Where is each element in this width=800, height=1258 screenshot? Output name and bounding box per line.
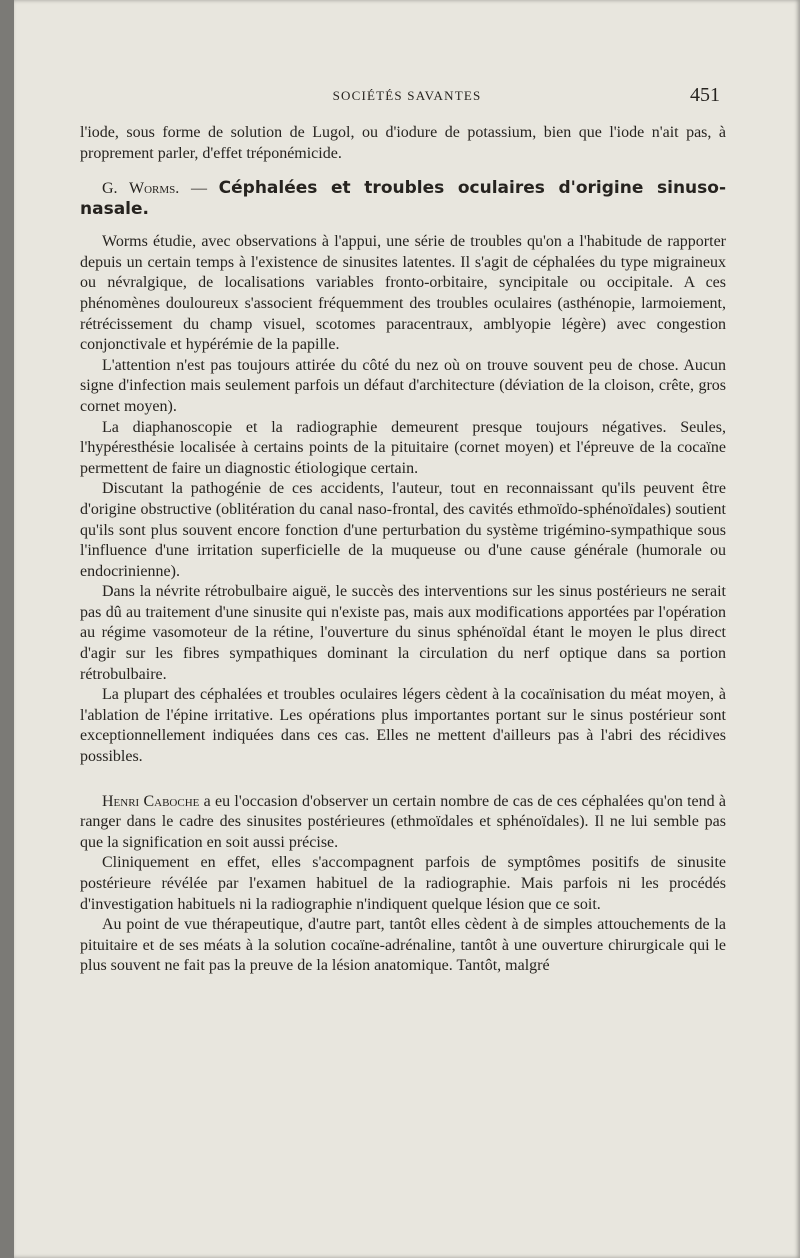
document-page — [14, 0, 800, 1258]
page-body — [80, 123, 726, 977]
paragraph-caboche — [80, 792, 726, 854]
running-title: SOCIÉTÉS SAVANTES — [332, 88, 482, 103]
section-author-caboche: Henri Caboche — [102, 792, 200, 810]
paragraph: Worms étudie, avec observations à l'appui, une série de troubles qu'on a l'habitude de rapporter depuis un certain temps à l'existence de sinusites latentes. Il s'agit de céphalées du type migraineux ou névralgique, de localisations variables fronto-orbitaire, syncipitale ou occipitale. A ces phénomènes douloureux s'associent fréquemment des troubles oculaires (asthénopie, larmoiement, rétrécissement du champ visuel, scotomes paracentraux, amblyopie légère) avec congestion conjonctivale et hypérémie de la papille. — [80, 233, 726, 354]
paragraph: L'attention n'est pas toujours attirée du côté du nez où on trouve souvent peu de chose. Aucun signe d'infection mais seulement parfois un défaut d'architecture (déviation de la cloison, crête, gros cornet moyen). — [80, 356, 726, 415]
paragraph: Au point de vue thérapeutique, d'autre part, tantôt elles cèdent à de simples attouchements de la pituitaire et de ses méats à la solution cocaïne-adrénaline, tantôt à une ouverture chirurgicale qui le plus souvent ne fait pas la preuve de la lésion anatomique. Tantôt, malgré — [80, 916, 726, 975]
paragraph: La diaphanoscopie et la radiographie demeurent presque toujours négatives. Seules, l'hypéresthésie localisée à certains points de la pituitaire (cornet moyen) et l'épreuve de la cocaïne permettent de faire un diagnostic étiologique certain. — [80, 418, 726, 477]
section-title: Céphalées et troubles oculaires d'origine sinuso-nasale. — [80, 178, 727, 220]
paragraph-text: a eu l'occasion d'observer un certain nombre de cas de ces céphalées qu'on tend à ranger dans le cadre des sinusites postérieures (ethmoïdales et sphénoïdales). Il ne lui semble pas que la signification en soit aussi précise. — [80, 792, 726, 851]
page-header — [14, 84, 800, 110]
section-dash: — — [179, 180, 219, 198]
intro-paragraph: l'iode, sous forme de solution de Lugol, ou d'iodure de potassium, bien que l'iode n'ait pas, à proprement parler, d'effet tréponémicide. — [80, 124, 726, 162]
paragraph: La plupart des céphalées et troubles oculaires légers cèdent à la cocaïnisation du méat moyen, à l'ablation de l'épine irritative. Les opérations plus importantes portant sur le sinus postérieur sont exceptionnellement indiquées dans ces cas. Elles ne mettent d'ailleurs pas à l'abri des récidives possibles. — [80, 686, 726, 766]
paragraph: Dans la névrite rétrobulbaire aiguë, le succès des interventions sur les sinus postérieurs ne serait pas dû au traitement d'une sinusite qui n'existe pas, mais aux modifications apportées par l'opération au régime vasomoteur de la rétine, l'ouverture du sinus sphénoïdal étant le moyen le plus direct d'agir sur les fibres sympathiques dominant la circulation du nerf optique dans sa portion rétrobulbaire. — [80, 583, 726, 683]
section-gap — [80, 768, 726, 792]
page-number: 451 — [690, 84, 720, 106]
paragraph: Discutant la pathogénie de ces accidents, l'auteur, tout en reconnaissant qu'ils peuvent être d'origine obstructive (oblitération du canal naso-frontal, des cavités ethmoïdo-sphénoïdales) soutient qu'ils sont plus souvent encore fonction d'une perturbation du système trigémino-sympathique sous l'influence d'une irritation superficielle de la muqueuse ou d'une cause générale (humorale ou endocrinienne). — [80, 480, 726, 580]
paragraph: Cliniquement en effet, elles s'accompagnent parfois de symptômes positifs de sinusite postérieure révélée par l'examen habituel de la radiographie. Mais parfois ni les procédés d'investigation habituels ni la radiographie n'indiquent quelque lésion que ce soit. — [80, 854, 726, 913]
section-author: G. Worms. — [102, 180, 180, 198]
section-heading-worms — [80, 178, 726, 220]
